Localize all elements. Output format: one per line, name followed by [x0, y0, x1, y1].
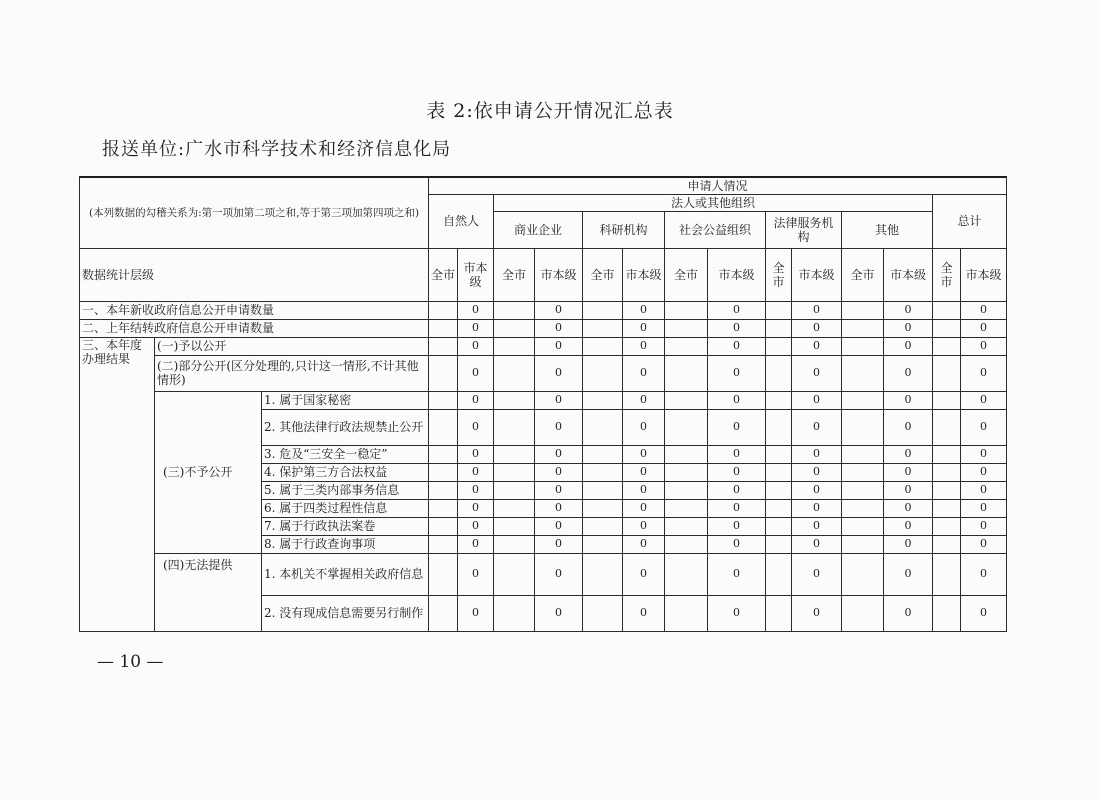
value-cell: 0 — [535, 553, 583, 595]
reporting-unit: 报送单位:广水市科学技术和经济信息化局 — [102, 139, 452, 160]
value-cell: 0 — [458, 409, 494, 445]
value-cell: 0 — [458, 595, 494, 631]
value-cell — [494, 481, 535, 499]
value-cell — [665, 391, 708, 409]
value-cell: 0 — [708, 553, 766, 595]
value-cell — [429, 499, 458, 517]
col-city-level: 市本级 — [623, 248, 665, 301]
table-row — [80, 355, 1007, 391]
row-label: 6. 属于四类过程性信息 — [262, 499, 429, 517]
value-cell: 0 — [458, 463, 494, 481]
value-cell — [429, 391, 458, 409]
row-label-unable-to-provide: (四)无法提供 — [155, 553, 262, 631]
table-row — [80, 337, 1007, 355]
col-city-level: 市本级 — [792, 248, 842, 301]
value-cell: 0 — [458, 301, 494, 319]
header-legal-service: 法律服务机构 — [766, 211, 842, 248]
value-cell — [429, 553, 458, 595]
table-row — [80, 319, 1007, 337]
value-cell: 0 — [961, 517, 1007, 535]
value-cell: 0 — [458, 337, 494, 355]
value-cell: 0 — [535, 463, 583, 481]
value-cell: 0 — [961, 409, 1007, 445]
value-cell — [766, 337, 792, 355]
value-cell — [842, 595, 884, 631]
value-cell: 0 — [623, 301, 665, 319]
value-cell: 0 — [708, 409, 766, 445]
value-cell: 0 — [884, 391, 933, 409]
value-cell: 0 — [792, 445, 842, 463]
value-cell — [766, 319, 792, 337]
value-cell: 0 — [708, 535, 766, 553]
header-research: 科研机构 — [583, 211, 665, 248]
row-label-section-three: 三、本年度办理结果 — [80, 337, 155, 631]
value-cell — [494, 553, 535, 595]
value-cell: 0 — [535, 445, 583, 463]
header-note: (本列数据的勾稽关系为:第一项加第二项之和,等于第三项加第四项之和) — [80, 177, 429, 248]
value-cell — [933, 355, 961, 391]
value-cell: 0 — [708, 499, 766, 517]
value-cell: 0 — [708, 463, 766, 481]
page-number: — 10 — — [97, 652, 164, 672]
value-cell: 0 — [623, 481, 665, 499]
value-cell: 0 — [535, 517, 583, 535]
value-cell: 0 — [623, 445, 665, 463]
value-cell: 0 — [458, 445, 494, 463]
row-label: 2. 没有现成信息需要另行制作 — [262, 595, 429, 631]
value-cell — [429, 319, 458, 337]
value-cell — [665, 409, 708, 445]
value-cell: 0 — [792, 463, 842, 481]
value-cell — [429, 517, 458, 535]
col-city-level: 市本级 — [458, 248, 494, 301]
col-city-level: 市本级 — [961, 248, 1007, 301]
header-total: 总计 — [933, 194, 1007, 248]
value-cell — [665, 499, 708, 517]
value-cell: 0 — [623, 553, 665, 595]
col-whole-city: 全市 — [665, 248, 708, 301]
value-cell — [583, 481, 623, 499]
value-cell: 0 — [884, 481, 933, 499]
value-cell: 0 — [884, 517, 933, 535]
value-cell — [766, 517, 792, 535]
value-cell — [766, 391, 792, 409]
value-cell — [665, 595, 708, 631]
value-cell — [429, 301, 458, 319]
row-label: 一、本年新收政府信息公开申请数量 — [80, 301, 429, 319]
value-cell: 0 — [961, 481, 1007, 499]
value-cell — [494, 409, 535, 445]
value-cell — [766, 535, 792, 553]
value-cell — [766, 409, 792, 445]
row-label: 7. 属于行政执法案卷 — [262, 517, 429, 535]
value-cell: 0 — [884, 463, 933, 481]
value-cell — [933, 481, 961, 499]
value-cell — [665, 481, 708, 499]
value-cell: 0 — [535, 319, 583, 337]
value-cell — [842, 535, 884, 553]
value-cell: 0 — [708, 319, 766, 337]
value-cell — [842, 337, 884, 355]
value-cell — [842, 553, 884, 595]
value-cell: 0 — [623, 463, 665, 481]
header-commercial: 商业企业 — [494, 211, 583, 248]
value-cell: 0 — [961, 337, 1007, 355]
value-cell — [429, 355, 458, 391]
document-title: 表 2:依申请公开情况汇总表 — [426, 100, 674, 122]
row-label-not-disclosed: (三)不予公开 — [155, 391, 262, 553]
value-cell: 0 — [535, 391, 583, 409]
header-row-4 — [80, 248, 1007, 301]
value-cell — [842, 445, 884, 463]
col-city-level: 市本级 — [708, 248, 766, 301]
value-cell — [583, 355, 623, 391]
value-cell: 0 — [961, 319, 1007, 337]
value-cell — [583, 301, 623, 319]
value-cell: 0 — [961, 391, 1007, 409]
value-cell: 0 — [535, 409, 583, 445]
value-cell: 0 — [792, 553, 842, 595]
value-cell: 0 — [884, 319, 933, 337]
value-cell — [842, 499, 884, 517]
value-cell — [665, 517, 708, 535]
value-cell — [583, 337, 623, 355]
value-cell: 0 — [884, 553, 933, 595]
row-label: 3. 危及“三安全一稳定” — [262, 445, 429, 463]
value-cell: 0 — [458, 319, 494, 337]
table-row — [80, 301, 1007, 319]
value-cell: 0 — [535, 499, 583, 517]
value-cell — [583, 535, 623, 553]
value-cell — [583, 445, 623, 463]
value-cell — [494, 595, 535, 631]
value-cell — [842, 319, 884, 337]
value-cell: 0 — [884, 445, 933, 463]
value-cell: 0 — [792, 499, 842, 517]
value-cell — [933, 301, 961, 319]
value-cell: 0 — [792, 409, 842, 445]
value-cell — [665, 355, 708, 391]
value-cell — [933, 445, 961, 463]
value-cell: 0 — [535, 355, 583, 391]
table-row — [80, 553, 1007, 595]
value-cell: 0 — [708, 445, 766, 463]
value-cell — [842, 409, 884, 445]
value-cell: 0 — [623, 499, 665, 517]
value-cell — [583, 319, 623, 337]
value-cell — [766, 481, 792, 499]
col-city-level: 市本级 — [535, 248, 583, 301]
value-cell: 0 — [792, 517, 842, 535]
value-cell — [766, 445, 792, 463]
value-cell: 0 — [708, 355, 766, 391]
value-cell: 0 — [458, 481, 494, 499]
value-cell — [583, 409, 623, 445]
value-cell: 0 — [961, 301, 1007, 319]
value-cell: 0 — [961, 463, 1007, 481]
value-cell — [494, 535, 535, 553]
value-cell: 0 — [458, 535, 494, 553]
value-cell: 0 — [535, 535, 583, 553]
row-label: 2. 其他法律行政法规禁止公开 — [262, 409, 429, 445]
value-cell: 0 — [961, 499, 1007, 517]
header-other: 其他 — [842, 211, 933, 248]
value-cell — [766, 463, 792, 481]
header-legal-person-group: 法人或其他组织 — [494, 194, 933, 211]
value-cell: 0 — [623, 535, 665, 553]
row-label: 5. 属于三类内部事务信息 — [262, 481, 429, 499]
value-cell: 0 — [623, 595, 665, 631]
value-cell — [665, 319, 708, 337]
value-cell — [766, 301, 792, 319]
value-cell — [494, 499, 535, 517]
value-cell: 0 — [792, 319, 842, 337]
row-label: 4. 保护第三方合法权益 — [262, 463, 429, 481]
value-cell — [933, 391, 961, 409]
value-cell: 0 — [792, 391, 842, 409]
value-cell: 0 — [884, 301, 933, 319]
value-cell — [842, 517, 884, 535]
value-cell: 0 — [708, 481, 766, 499]
value-cell: 0 — [961, 595, 1007, 631]
value-cell — [665, 553, 708, 595]
header-level-label: 数据统计层级 — [80, 248, 429, 301]
value-cell — [429, 337, 458, 355]
value-cell: 0 — [623, 391, 665, 409]
value-cell — [933, 319, 961, 337]
value-cell — [766, 355, 792, 391]
value-cell: 0 — [623, 409, 665, 445]
value-cell: 0 — [708, 301, 766, 319]
value-cell — [583, 595, 623, 631]
value-cell — [933, 337, 961, 355]
row-label: 8. 属于行政查询事项 — [262, 535, 429, 553]
value-cell: 0 — [458, 517, 494, 535]
value-cell: 0 — [458, 499, 494, 517]
value-cell — [583, 463, 623, 481]
disclosure-summary-table — [79, 176, 1007, 632]
value-cell — [842, 481, 884, 499]
header-applicant-situation: 申请人情况 — [429, 177, 1007, 194]
value-cell: 0 — [961, 553, 1007, 595]
value-cell: 0 — [884, 355, 933, 391]
value-cell: 0 — [792, 595, 842, 631]
value-cell — [494, 445, 535, 463]
value-cell: 0 — [623, 355, 665, 391]
col-whole-city: 全市 — [494, 248, 535, 301]
value-cell — [494, 463, 535, 481]
header-social-welfare: 社会公益组织 — [665, 211, 766, 248]
value-cell — [429, 409, 458, 445]
value-cell: 0 — [792, 355, 842, 391]
header-natural-person: 自然人 — [429, 194, 494, 248]
value-cell — [429, 481, 458, 499]
row-label: (二)部分公开(区分处理的,只计这一情形,不计其他情形) — [155, 355, 429, 391]
value-cell — [933, 463, 961, 481]
value-cell: 0 — [884, 535, 933, 553]
value-cell: 0 — [708, 337, 766, 355]
value-cell: 0 — [458, 553, 494, 595]
value-cell: 0 — [623, 319, 665, 337]
col-whole-city: 全市 — [766, 248, 792, 301]
value-cell — [766, 499, 792, 517]
value-cell — [766, 595, 792, 631]
value-cell — [494, 391, 535, 409]
value-cell — [665, 337, 708, 355]
value-cell — [665, 535, 708, 553]
value-cell — [665, 445, 708, 463]
value-cell — [842, 355, 884, 391]
value-cell: 0 — [884, 499, 933, 517]
value-cell — [583, 391, 623, 409]
value-cell — [494, 517, 535, 535]
value-cell — [429, 445, 458, 463]
value-cell — [842, 391, 884, 409]
value-cell: 0 — [708, 595, 766, 631]
value-cell — [429, 595, 458, 631]
value-cell: 0 — [792, 481, 842, 499]
value-cell: 0 — [535, 337, 583, 355]
value-cell — [933, 535, 961, 553]
value-cell: 0 — [961, 355, 1007, 391]
value-cell: 0 — [623, 337, 665, 355]
col-whole-city: 全市 — [583, 248, 623, 301]
value-cell — [933, 595, 961, 631]
value-cell: 0 — [961, 445, 1007, 463]
value-cell: 0 — [535, 481, 583, 499]
header-row-1 — [80, 177, 1007, 194]
value-cell — [494, 337, 535, 355]
value-cell — [933, 409, 961, 445]
value-cell: 0 — [884, 595, 933, 631]
row-label: 二、上年结转政府信息公开申请数量 — [80, 319, 429, 337]
value-cell: 0 — [961, 535, 1007, 553]
value-cell — [842, 463, 884, 481]
value-cell — [429, 463, 458, 481]
value-cell: 0 — [792, 337, 842, 355]
value-cell: 0 — [708, 391, 766, 409]
value-cell: 0 — [792, 301, 842, 319]
value-cell: 0 — [535, 301, 583, 319]
value-cell — [429, 535, 458, 553]
value-cell: 0 — [458, 355, 494, 391]
value-cell: 0 — [884, 409, 933, 445]
table-row — [80, 391, 1007, 409]
value-cell — [766, 553, 792, 595]
value-cell — [665, 301, 708, 319]
value-cell: 0 — [884, 337, 933, 355]
value-cell: 0 — [535, 595, 583, 631]
row-label: (一)予以公开 — [155, 337, 429, 355]
value-cell: 0 — [458, 391, 494, 409]
value-cell — [494, 301, 535, 319]
value-cell — [933, 517, 961, 535]
value-cell: 0 — [792, 535, 842, 553]
value-cell — [933, 553, 961, 595]
value-cell — [665, 463, 708, 481]
value-cell — [494, 355, 535, 391]
col-whole-city: 全市 — [933, 248, 961, 301]
value-cell — [494, 319, 535, 337]
row-label: 1. 本机关不掌握相关政府信息 — [262, 553, 429, 595]
value-cell: 0 — [708, 517, 766, 535]
value-cell — [583, 499, 623, 517]
col-whole-city: 全市 — [842, 248, 884, 301]
value-cell — [583, 517, 623, 535]
row-label: 1. 属于国家秘密 — [262, 391, 429, 409]
value-cell — [933, 499, 961, 517]
value-cell — [842, 301, 884, 319]
col-whole-city: 全市 — [429, 248, 458, 301]
col-city-level: 市本级 — [884, 248, 933, 301]
value-cell: 0 — [623, 517, 665, 535]
value-cell — [583, 553, 623, 595]
